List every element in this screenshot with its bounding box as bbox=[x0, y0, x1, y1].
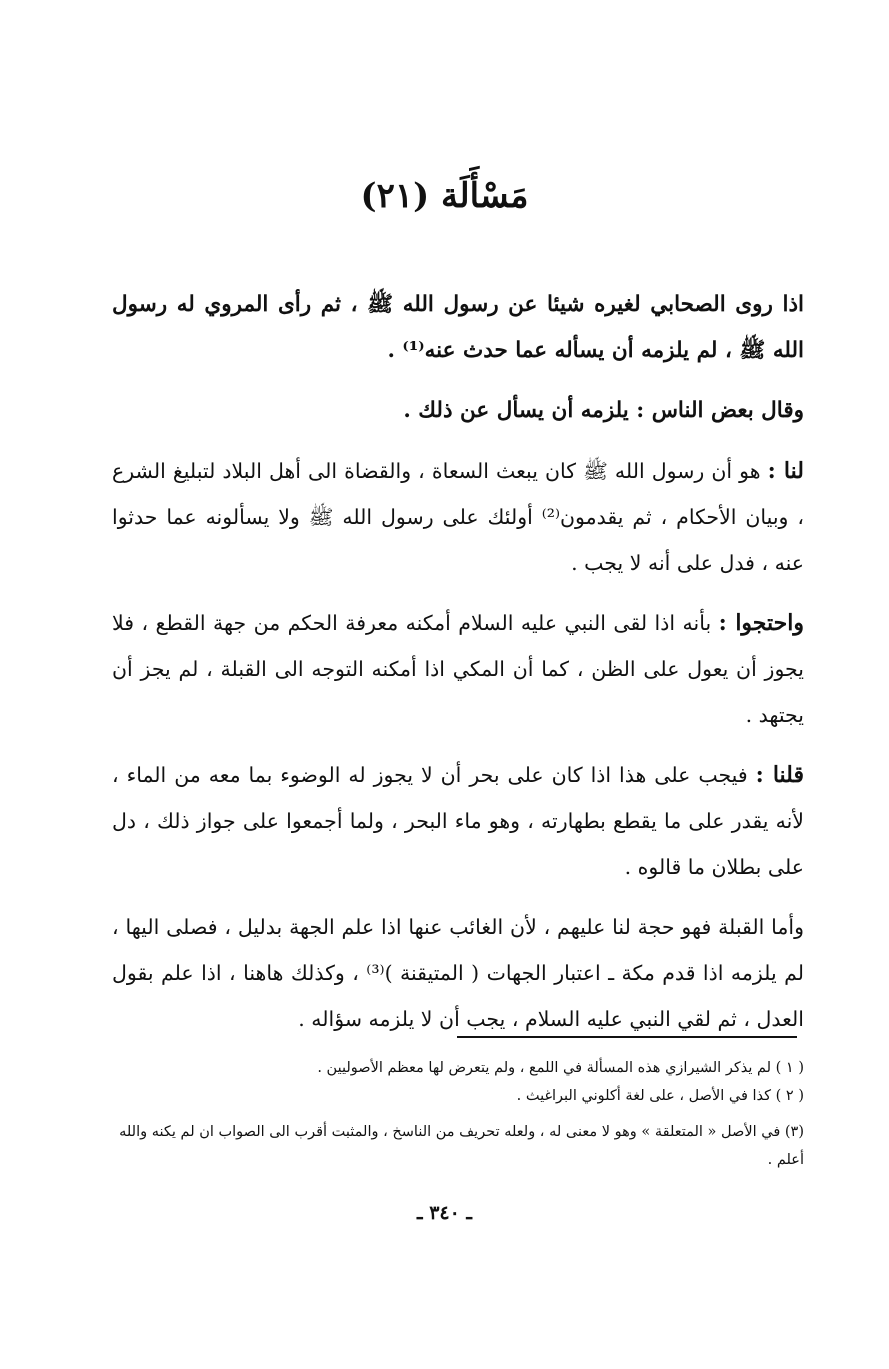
paragraph-2 bbox=[112, 388, 804, 434]
paragraph-text: اذا روى الصحابي لغيره شيئا عن رسول الله ﷺ ، ثم رأى المروي له رسول الله ﷺ ، لم يلزمه أن يسأله عما حدث عنه⁽¹⁾ . bbox=[112, 292, 804, 363]
section-heading: مَسْأَلَة (٢١) bbox=[360, 176, 529, 216]
paragraph-3 bbox=[112, 448, 804, 586]
paragraph-6 bbox=[112, 904, 804, 1042]
paragraph-lead: قلنا : bbox=[755, 762, 804, 788]
page-number: ـ ٣٤٠ ـ bbox=[417, 1202, 472, 1224]
footnotes bbox=[104, 1054, 804, 1174]
footnote-divider bbox=[457, 1036, 797, 1038]
paragraph-4 bbox=[112, 600, 804, 738]
body-text bbox=[112, 282, 804, 1056]
paragraph-text: بأنه اذا لقى النبي عليه السلام أمكنه معرفة الحكم من جهة القطع ، فلا يجوز أن يعول على الظن ، كما أن المكي اذا أمكنه التوجه الى القبلة ، لم يجز أن يجتهد . bbox=[112, 611, 804, 727]
paragraph-1 bbox=[112, 282, 804, 374]
footnote-3: (٣) في الأصل « المتعلقة » وهو لا معنى له ، ولعله تحريف من الناسخ ، والمثبت أقرب الى الصواب ان لم يكنه والله أعلم . bbox=[119, 1124, 804, 1168]
paragraph-text: هو أن رسول الله ﷺ كان يبعث السعاة ، والقضاة الى أهل البلاد لتبليغ الشرع ، وبيان الأحكام ، ثم يقدمون⁽²⁾ أولئك على رسول الله ﷺ ولا يسألونه عما حدثوا عنه ، فدل على أنه لا يجب . bbox=[112, 459, 804, 575]
paragraph-5 bbox=[112, 752, 804, 890]
paragraph-text: فيجب على هذا اذا كان على بحر أن لا يجوز له الوضوء بما معه من الماء ، لأنه يقدر على ما يقطع بطهارته ، وهو ماء البحر ، ولما أجمعوا على جواز ذلك ، دل على بطلان ما قالوه . bbox=[112, 763, 804, 879]
paragraph-lead: لنا : bbox=[767, 458, 804, 484]
paragraph-text: وقال بعض الناس : يلزمه أن يسأل عن ذلك . bbox=[403, 398, 804, 423]
paragraph-lead: واحتجوا : bbox=[718, 610, 804, 636]
paragraph-text: وأما القبلة فهو حجة لنا عليهم ، لأن الغائب عنها اذا علم الجهة بدليل ، فصلى اليها ، لم يلزمه اذا قدم مكة ـ اعتبار الجهات ( المتيقنة )⁽³⁾ ، وكذلك هاهنا ، اذا علم بقول العدل ، ثم لقي النبي عليه السلام ، يجب أن لا يلزمه سؤاله . bbox=[112, 915, 804, 1031]
footnote-2: ( ٢ ) كذا في الأصل ، على لغة أكلوني البراغيث . bbox=[516, 1088, 804, 1104]
footnote-1: ( ١ ) لم يذكر الشيرازي هذه المسألة في اللمع ، ولم يتعرض لها معظم الأصوليين . bbox=[317, 1060, 804, 1076]
